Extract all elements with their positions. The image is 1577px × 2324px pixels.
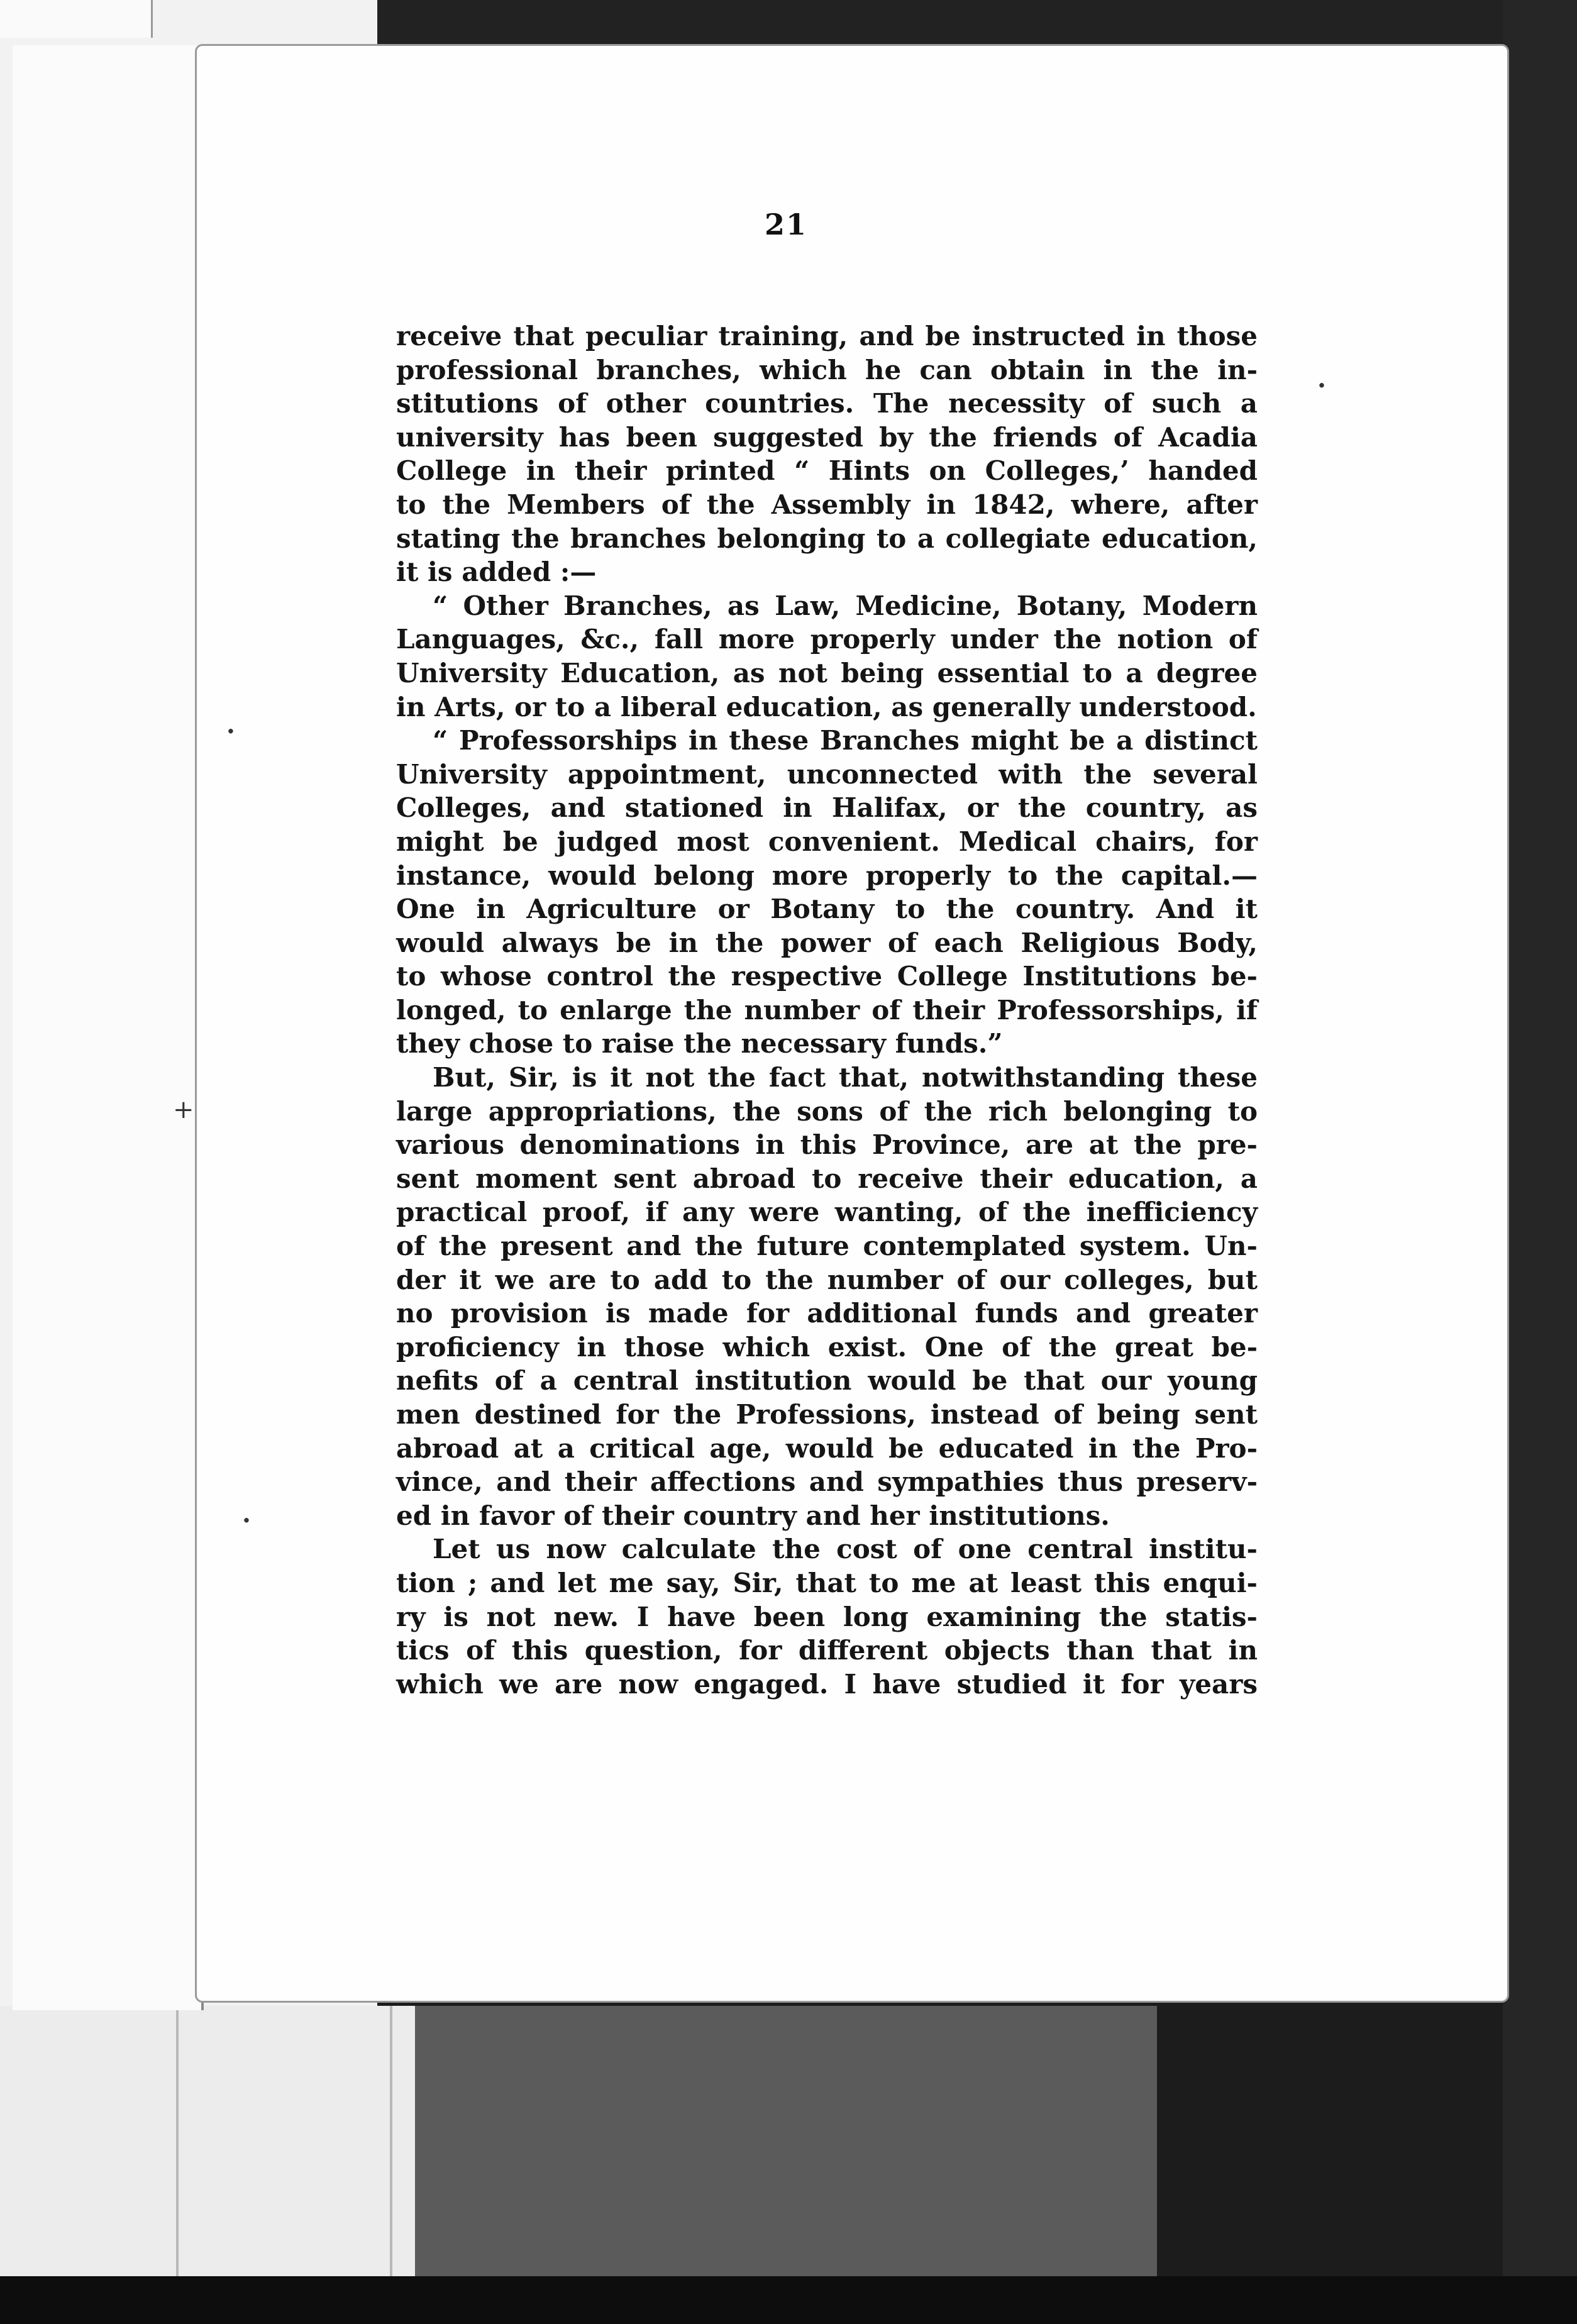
text-line: ry is not new. I have been long examining the statis- [396,1601,1258,1632]
text-line: might be judged most convenient. Medical chairs, for [396,826,1258,857]
text-line: University Education, as not being essential to a degree [396,657,1258,689]
speck-mark: · [226,717,235,746]
text-line: they chose to raise the necessary funds.” [396,1028,1003,1060]
text-line: large appropriations, the sons of the rich belonging to [396,1095,1258,1127]
text-line: Colleges, and stationed in Halifax, or the country, as [396,792,1258,824]
text-line: longed, to enlarge the number of their Professorships, if [396,994,1258,1026]
text-line: receive that peculiar training, and be instructed in those [396,321,1258,351]
text-line: it is added :— [396,556,597,588]
text-line: of the present and the future contemplated system. Un- [396,1231,1258,1262]
text-line: in Arts, or to a liberal education, as generally understood. [396,691,1257,722]
speck-mark: · [242,1506,251,1536]
text-line: professional branches, which he can obtain in the in- [396,354,1258,385]
text-line: university has been suggested by the friends of Acadia [396,421,1258,453]
text-line: stitutions of other countries. The necessity of such a [396,388,1258,419]
text-line: But, Sir, is it not the fact that, notwithstanding these [433,1062,1258,1093]
text-line: “ Professorships in these Branches might be a distinct [433,725,1258,756]
bottom-scan-background [415,2006,1157,2276]
text-line: tion ; and let me say, Sir, that to me at least this enqui- [396,1567,1258,1598]
text-line: instance, would belong more properly to the capital.— [396,860,1258,891]
right-dark-edge [1503,0,1577,2324]
text-line: College in their printed “ Hints on Colleges,’ handed [396,455,1258,487]
text-line: der it we are to add to the number of our colleges, but [396,1264,1258,1295]
text-line: sent moment sent abroad to receive their education, a [396,1163,1258,1194]
text-line: One in Agriculture or Botany to the country. And it [396,894,1258,925]
text-line: abroad at a critical age, would be educated in the Pro- [396,1432,1258,1464]
text-line: nefits of a central institution would be that our young [396,1365,1258,1397]
facing-page [13,45,204,2010]
top-dark-background [377,0,1577,50]
text-line: no provision is made for additional funds and greater [396,1298,1258,1329]
bottom-black-border [0,2276,1577,2324]
text-line: to whose control the respective College Institutions be- [396,961,1258,992]
text-line: proficiency in those which exist. One of the great be- [396,1331,1258,1363]
text-line: tics of this question, for different objects than that in [396,1635,1258,1666]
text-line: various denominations in this Province, are at the pre- [396,1129,1258,1161]
text-line: University appointment, unconnected with the several [396,758,1258,790]
speck-mark: · [1317,371,1326,401]
text-line: ed in favor of their country and her institutions. [396,1500,1110,1531]
crop-mark: + [173,1095,194,1124]
page-number: 21 [764,208,807,241]
left-paper-tab [0,0,153,38]
text-line: “ Other Branches, as Law, Medicine, Botany, Modern [433,590,1258,621]
text-line: would always be in the power of each Religious Body, [396,927,1258,958]
text-line: Let us now calculate the cost of one central institu- [433,1534,1258,1565]
text-line: men destined for the Professions, instead of being sent [396,1399,1258,1430]
text-line: which we are now engaged. I have studied it for years [396,1668,1258,1700]
text-line: stating the branches belonging to a collegiate education, [396,523,1258,554]
text-line: vince, and their affections and sympathies thus preserv- [396,1466,1258,1498]
text-line: Languages, &c., fall more properly under the notion of [396,624,1258,655]
text-line: to the Members of the Assembly in 1842, where, after [396,489,1258,520]
text-line: practical proof, if any were wanting, of the inefficiency [396,1197,1258,1228]
body-text [396,319,1258,1701]
